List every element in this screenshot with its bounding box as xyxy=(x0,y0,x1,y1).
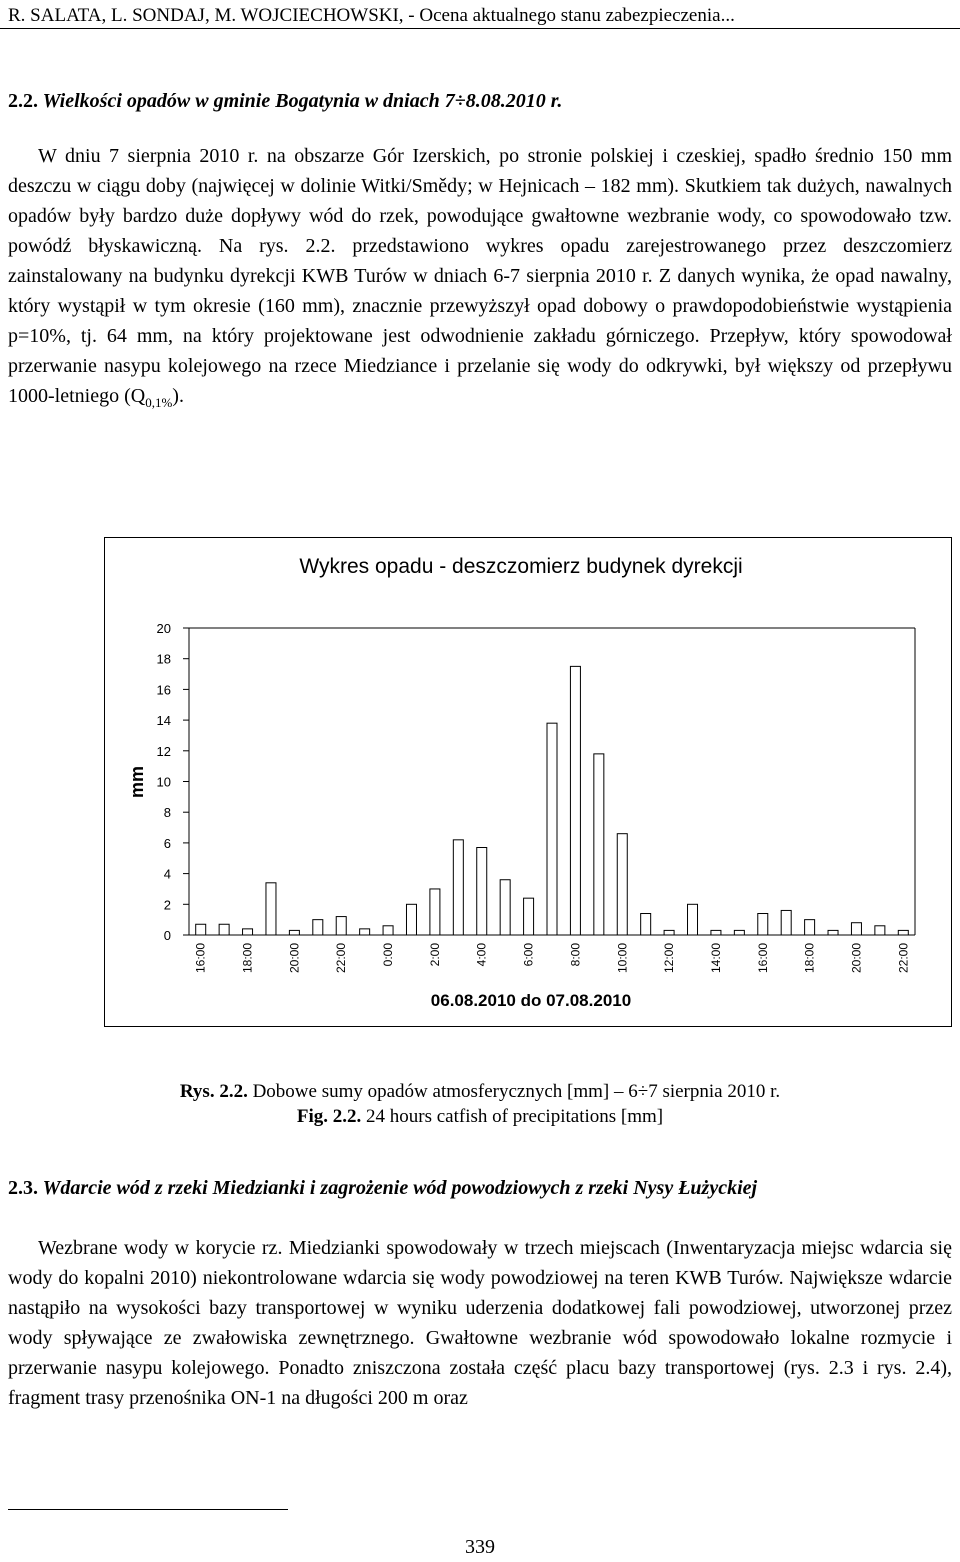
caption-pl-label: Rys. 2.2. xyxy=(179,1081,248,1102)
bar xyxy=(500,880,510,935)
bar xyxy=(477,848,487,935)
y-tick-label: 18 xyxy=(156,651,171,667)
chart-title: Wykres opadu - deszczomierz budynek dyrekcji xyxy=(299,555,743,578)
rainfall-chart xyxy=(105,538,953,1028)
x-tick-label: 0:00 xyxy=(381,943,396,967)
bar xyxy=(360,929,370,935)
x-tick-label: 14:00 xyxy=(708,943,723,974)
footer-rule xyxy=(8,1509,288,1510)
bar xyxy=(547,723,557,935)
paragraph-1-end: ). xyxy=(172,385,184,407)
bar xyxy=(570,666,580,935)
figure-caption-pl xyxy=(0,1079,960,1105)
x-tick-label: 20:00 xyxy=(287,943,302,974)
section-title: Wielkości opadów w gminie Bogatynia w dniach 7÷8.08.2010 r. xyxy=(42,90,563,112)
y-tick-label: 0 xyxy=(163,928,171,943)
bar xyxy=(594,754,604,935)
y-tick-label: 6 xyxy=(163,835,171,851)
bar xyxy=(758,914,768,935)
caption-en-text: 24 hours catfish of precipitations [mm] xyxy=(366,1106,664,1127)
bar xyxy=(617,834,627,935)
x-tick-label: 4:00 xyxy=(474,943,489,967)
bar xyxy=(196,924,206,935)
section-heading-2-3 xyxy=(8,1177,952,1200)
bar xyxy=(219,924,229,935)
figure-caption-en xyxy=(0,1104,960,1130)
x-tick-label: 2:00 xyxy=(427,943,442,967)
header-rule xyxy=(0,28,960,29)
bar xyxy=(313,920,323,935)
bar xyxy=(289,930,299,935)
section-number: 2.3. xyxy=(8,1177,38,1199)
x-tick-label: 8:00 xyxy=(568,943,583,967)
y-axis-label: mm xyxy=(127,765,147,799)
page-number: 339 xyxy=(465,1536,495,1558)
x-axis-label: 06.08.2010 do 07.08.2010 xyxy=(430,991,632,1010)
x-tick-label: 12:00 xyxy=(662,943,677,974)
paragraph-2: Wezbrane wody w korycie rz. Miedzianki spowodowały w trzech miejscach (Inwentaryzacja miejsc wdarcia się wody do kopalni 2010) niekontrolowane wdarcia się wody powodziowej na teren KWB Turów. Największe wdarcie nastąpiło na wysokości bazy transportowej w wyniku uderzenia dodatkowej fali powodziowej, utworzonej przez wody spływające ze zwałowiska zewnętrznego. Gwałtowne wezbranie wód spowodowało lokalne rozmycie i przerwanie nasypu kolejowego. Ponadto zniszczona została część placu bazy transportowej (rys. 2.3 i rys. 2.4), fragment trasy przenośnika ON-1 na długości 200 m oraz xyxy=(8,1237,952,1409)
caption-pl-text: Dobowe sumy opadów atmosferycznych [mm] – 6÷7 sierpnia 2010 r. xyxy=(252,1081,781,1102)
x-tick-label: 20:00 xyxy=(849,943,864,974)
bar xyxy=(711,930,721,935)
bar xyxy=(524,898,534,935)
bar xyxy=(266,883,276,935)
y-tick-label: 12 xyxy=(156,743,171,759)
y-tick-label: 20 xyxy=(156,621,171,636)
bar xyxy=(383,926,393,935)
bar xyxy=(828,930,838,935)
x-tick-label: 6:00 xyxy=(521,943,536,967)
x-tick-label: 10:00 xyxy=(615,943,630,974)
bar xyxy=(781,910,791,935)
chart-container xyxy=(104,537,952,1027)
bar xyxy=(875,926,885,935)
y-tick-label: 4 xyxy=(163,866,171,882)
bar xyxy=(734,930,744,935)
bar xyxy=(336,917,346,935)
y-tick-label: 14 xyxy=(156,713,171,729)
x-tick-label: 22:00 xyxy=(334,943,349,974)
bar xyxy=(851,923,861,935)
plot-area xyxy=(157,621,915,973)
x-tick-label: 16:00 xyxy=(755,943,770,974)
bar xyxy=(453,840,463,935)
x-tick-label: 22:00 xyxy=(896,943,911,974)
x-tick-label: 16:00 xyxy=(193,943,208,974)
running-header: R. SALATA, L. SONDAJ, M. WOJCIECHOWSKI, - Ocena aktualnego stanu zabezpieczenia... xyxy=(8,5,735,26)
x-tick-label: 18:00 xyxy=(240,943,255,974)
bar xyxy=(641,914,651,935)
caption-en-label: Fig. 2.2. xyxy=(296,1106,362,1127)
y-tick-label: 2 xyxy=(163,897,171,913)
bar xyxy=(406,904,416,935)
bar xyxy=(664,930,674,935)
y-tick-label: 16 xyxy=(156,682,171,698)
paragraph-1 xyxy=(8,141,952,418)
section-heading-2-2 xyxy=(8,90,952,113)
y-tick-label: 10 xyxy=(156,774,171,790)
paragraph-1-text: W dniu 7 sierpnia 2010 r. na obszarze Gór Izerskich, po stronie polskiej i czeskiej, spadło średnio 150 mm deszczu w ciągu doby (najwięcej w dolinie Witki/Smědy; w Hejnicach – 182 mm). Skutkiem tak dużych, nawalnych opadów były bardzo duże dopływy wód do rzek, powodujące gwałtowne wezbranie wody, co spowodowało tzw. powódź błyskawiczną. Na rys. 2.2. przedstawiono wykres opadu zarejestrowanego przez deszczomierz zainstalowany na budynku dyrekcji KWB Turów w dniach 6-7 sierpnia 2010 r. Z danych wynika, że opad nawalny, który wystąpił w tym okresie (160 mm), znacznie przewyższył opad dobowy o prawdopodobieństwie wystąpienia p=10%, tj. 64 mm, na który projektowane jest odwodnienie zakładu górniczego. Przepływ, który spowodował przerwanie nasypu kolejowego na rzece Miedziance i przelanie się wody do odkrywki, był większy od przepływu 1000-letniego (Q xyxy=(8,145,952,407)
bar xyxy=(243,929,253,935)
y-tick-label: 8 xyxy=(163,805,171,821)
bar xyxy=(688,904,698,935)
section-number: 2.2. xyxy=(8,90,38,112)
bar xyxy=(430,889,440,935)
x-tick-label: 18:00 xyxy=(802,943,817,974)
section-title: Wdarcie wód z rzeki Miedzianki i zagrożenie wód powodziowych z rzeki Nysy Łużyckiej xyxy=(42,1177,758,1199)
bar xyxy=(805,920,815,935)
paragraph-1-subscript: 0,1% xyxy=(145,395,173,410)
bar xyxy=(898,930,908,935)
